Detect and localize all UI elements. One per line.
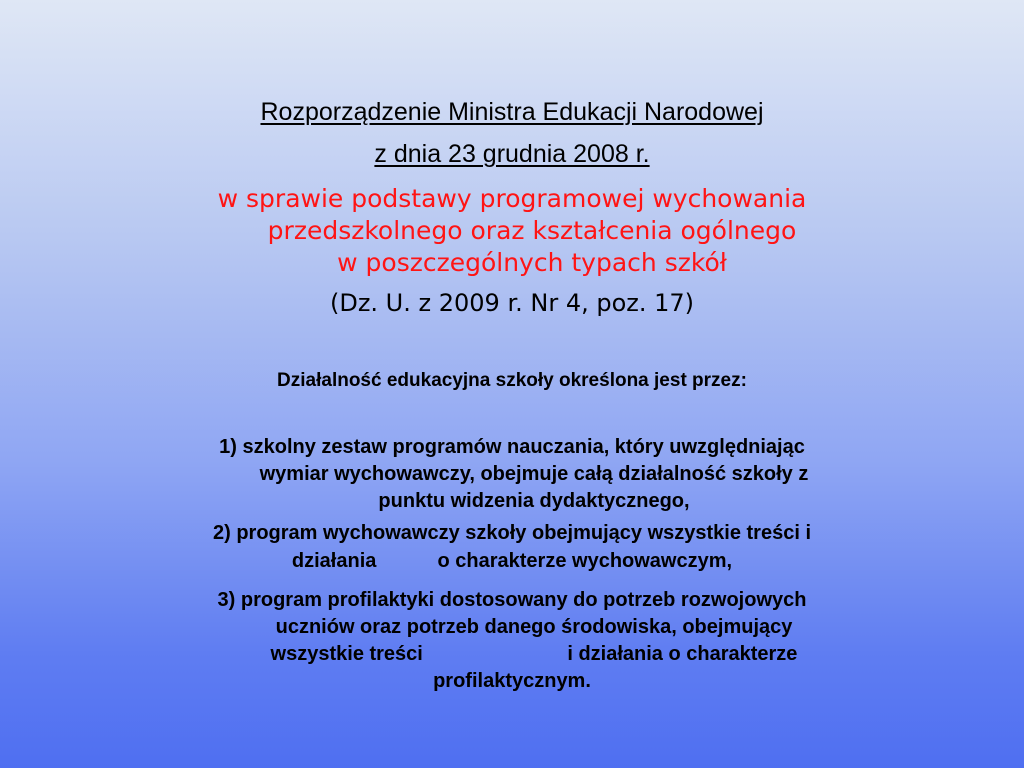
item-3-line-3: wszystkie treści i działania o charakterze [270,643,798,665]
item-3-line-4: profilaktycznym. [433,670,591,692]
item-2-line-2: działania o charakterze wychowawczym, [291,550,733,572]
journal-reference: (Dz. U. z 2009 r. Nr 4, poz. 17) [329,289,695,317]
subject-line-3: w poszczególnych typach szkół [337,248,727,277]
item-2-line-1: 2) program wychowawczy szkoły obejmujący wszystkie treści i [212,522,812,544]
item-3-line-2: uczniów oraz potrzeb danego środowiska, obejmujący [275,616,793,638]
title-line-2: z dnia 23 grudnia 2008 r. [374,140,650,168]
item-1-line-1: 1) szkolny zestaw programów nauczania, który uwzględniając [219,436,805,458]
item-3-line-1: 3) program profilaktyki dostosowany do potrzeb rozwojowych [217,589,807,611]
subject-line-2: przedszkolnego oraz kształcenia ogólnego [267,216,797,245]
title-line-1: Rozporządzenie Ministra Edukacji Narodowej [260,98,764,126]
item-1-line-3: punktu widzenia dydaktycznego, [378,490,690,512]
intro-text: Działalność edukacyjna szkoły określona jest przez: [277,370,747,391]
item-1-line-2: wymiar wychowawczy, obejmuje całą działalność szkoły z [259,463,809,485]
subject-line-1: w sprawie podstawy programowej wychowania [217,184,807,213]
